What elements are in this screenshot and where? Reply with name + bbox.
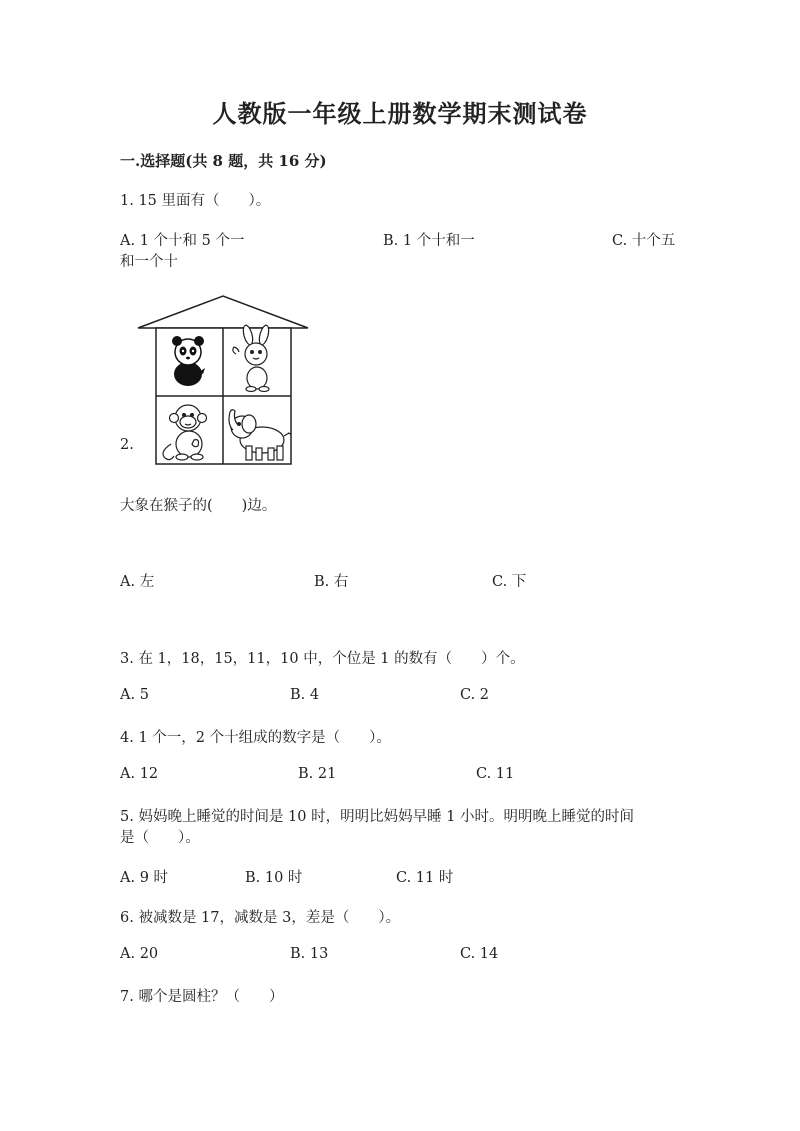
question-1-option-a[interactable]: A. 1 个十和 5 个一: [120, 233, 245, 249]
question-3-stem: 3. 在 1，18，15，11，10 中，个位是 1 的数有（ ）个。: [120, 651, 525, 667]
question-1-stem: 1. 15 里面有（ ）。: [120, 193, 271, 209]
question-5-stem-line-2: 是（ ）。: [120, 830, 200, 846]
question-2-option-a[interactable]: A. 左: [120, 574, 155, 590]
question-4-option-c[interactable]: C. 11: [476, 766, 515, 782]
question-7-stem: 7. 哪个是圆柱？（ ）: [120, 989, 284, 1005]
animal-house-figure: [136, 294, 311, 474]
question-4-option-a[interactable]: A. 12: [120, 766, 159, 782]
question-6-option-c[interactable]: C. 14: [460, 946, 499, 962]
question-2-stem: 大象在猴子的( )边。: [120, 498, 277, 514]
question-1-option-b[interactable]: B. 1 个十和一: [383, 233, 475, 249]
question-1-option-c[interactable]: C. 十个五: [612, 233, 676, 249]
question-5-stem-line-1: 5. 妈妈晚上睡觉的时间是 10 时，明明比妈妈早睡 1 小时。明明晚上睡觉的时间: [120, 809, 635, 825]
question-6-option-a[interactable]: A. 20: [120, 946, 159, 962]
page-title: 人教版一年级上册数学期末测试卷: [212, 99, 588, 128]
question-3-option-c[interactable]: C. 2: [460, 687, 490, 703]
question-6-option-b[interactable]: B. 13: [290, 946, 329, 962]
question-5-option-a[interactable]: A. 9 时: [120, 870, 169, 886]
question-5-option-c[interactable]: C. 11 时: [396, 870, 454, 886]
question-2-option-c[interactable]: C. 下: [492, 574, 527, 590]
question-2-option-b[interactable]: B. 右: [314, 574, 349, 590]
question-1-option-c-continued: 和一个十: [120, 254, 178, 270]
question-6-stem: 6. 被减数是 17，减数是 3，差是（ ）。: [120, 910, 401, 926]
house-roof: [138, 296, 308, 328]
question-2-number: 2.: [120, 437, 134, 453]
question-5-option-b[interactable]: B. 10 时: [245, 870, 303, 886]
question-3-option-a[interactable]: A. 5: [120, 687, 149, 703]
question-4-stem: 4. 1 个一，2 个十组成的数字是（ ）。: [120, 730, 391, 746]
question-4-option-b[interactable]: B. 21: [298, 766, 337, 782]
section-heading: 一.选择题(共 8 题，共 16 分): [120, 152, 327, 170]
question-3-option-b[interactable]: B. 4: [290, 687, 320, 703]
